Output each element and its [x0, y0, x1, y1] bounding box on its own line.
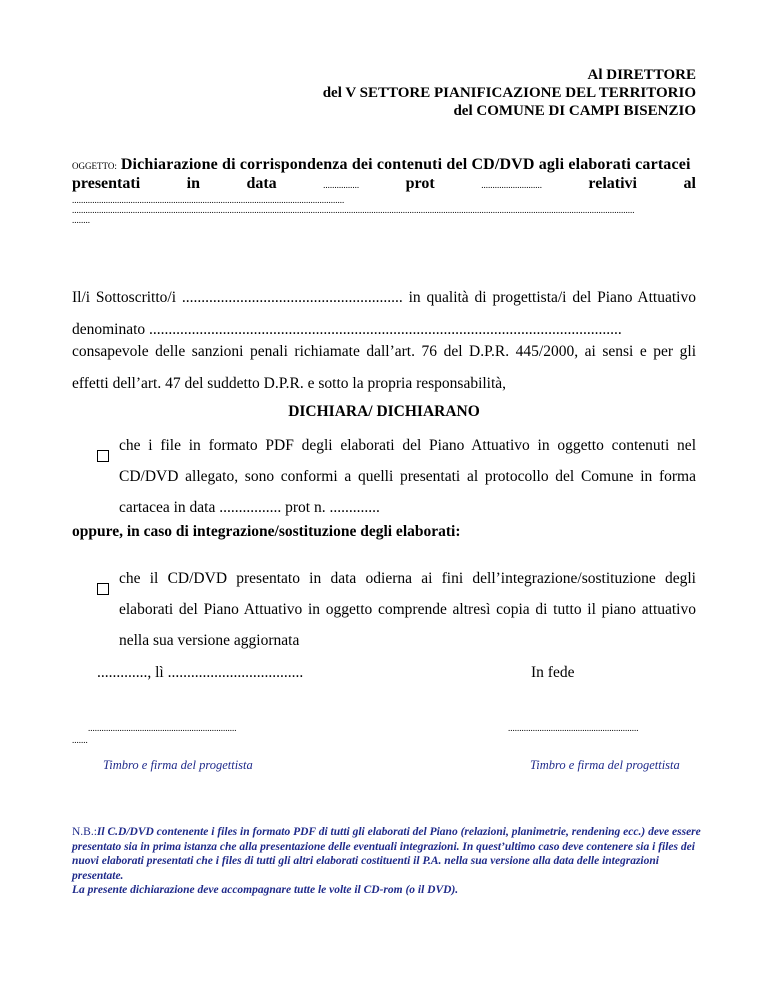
signature-line-right: ..........................................................: [508, 723, 639, 733]
option1-text: che i file in formato PDF degli elaborati del Piano Attuativo in oggetto contenuti nel CD/DVD allegato, sono conformi a quelli presentati al protocollo del Comune in forma cartacea in data ................ prot n. .............: [119, 437, 696, 516]
addressee-line3: del COMUNE DI CAMPI BISENZIO: [453, 103, 696, 119]
oggetto-word-in: in: [186, 175, 200, 192]
nb-text: Il C.D/DVD contenente i files in formato PDF di tutti gli elaborati del Piano (relazioni, planimetrie, rendening ecc.) deve essere presentato sia in prima istanza che alla presentazione delle eventuali integrazioni. In quest’ultimo caso deve contenere sia i files dei nuovi elaborati presentati che i files di tutti gli altri elaborati costituenti il P.A. nella sua versione alla data delle integrazioni presentate.: [72, 826, 701, 882]
oggetto-dots-prot: ...........................: [481, 180, 542, 190]
option2-checkbox[interactable]: [97, 583, 109, 595]
option2-item: [97, 563, 696, 656]
oggetto-word-data: data: [246, 175, 277, 192]
in-fede-label: In fede: [531, 664, 575, 681]
declarant-paragraph: Il/i Sottoscritto/i ......................................................... in qualità di progettista/i del Piano Attuativo denominato ..........................................................................................................................: [72, 289, 696, 338]
oggetto-word-al: al: [683, 175, 696, 192]
nb-label: N.B.:: [72, 826, 97, 838]
addressee-line2: del V SETTORE PIANIFICAZIONE DEL TERRITORIO: [322, 85, 696, 101]
oggetto-line2: [72, 175, 696, 194]
dichiara-title: DICHIARA/ DICHIARANO: [288, 403, 480, 420]
signature-line-left: ..................................................................: [88, 723, 237, 733]
nb-last-line: La presente dichiarazione deve accompagnare tutte le volte il CD-rom (o il DVD).: [72, 884, 459, 896]
option2-text: che il CD/DVD presentato in data odierna ai fini dell’integrazione/sostituzione degli elaborati del Piano Attuativo in oggetto comprende altresì copia di tutto il piano attuativo nella sua versione aggiornata: [119, 570, 696, 649]
oggetto-dots-data: ................: [323, 180, 360, 190]
nb-note: [72, 825, 712, 898]
oggetto-line1: [72, 156, 696, 175]
option1-checkbox[interactable]: [97, 450, 109, 462]
place-date-field: ............., lì ...................................: [97, 664, 304, 681]
oggetto-dots-line3: ........: [72, 215, 90, 225]
oggetto-word-prot: prot: [405, 175, 435, 192]
option1-item: [97, 430, 696, 523]
signature-label-left: Timbro e firma del progettista: [103, 758, 253, 772]
oggetto-word-relativi: relativi: [588, 175, 637, 192]
addressee-line1: Al DIRETTORE: [587, 67, 696, 83]
signature-label-right: Timbro e firma del progettista: [530, 758, 680, 772]
signature-line-left-2: .......: [72, 735, 88, 745]
oggetto-dots-line2: ..........................................................................................................................................................................................................................................................: [72, 205, 635, 215]
oggetto-label: OGGETTO:: [72, 161, 117, 171]
oppure-heading: oppure, in caso di integrazione/sostituzione degli elaborati:: [72, 523, 461, 540]
oggetto-dots-line1: .........................................................................................................................: [72, 195, 345, 205]
oggetto-title: Dichiarazione di corrispondenza dei contenuti del CD/DVD agli elaborati cartacei: [120, 156, 691, 173]
declaration-paragraph: consapevole delle sanzioni penali richiamate dall’art. 76 del D.P.R. 445/2000, ai sensi e per gli effetti dell’art. 47 del suddetto D.P.R. e sotto la propria responsabilità,: [72, 343, 696, 392]
addressee-block: [323, 66, 696, 120]
oggetto-word-presentati: presentati: [72, 175, 141, 192]
